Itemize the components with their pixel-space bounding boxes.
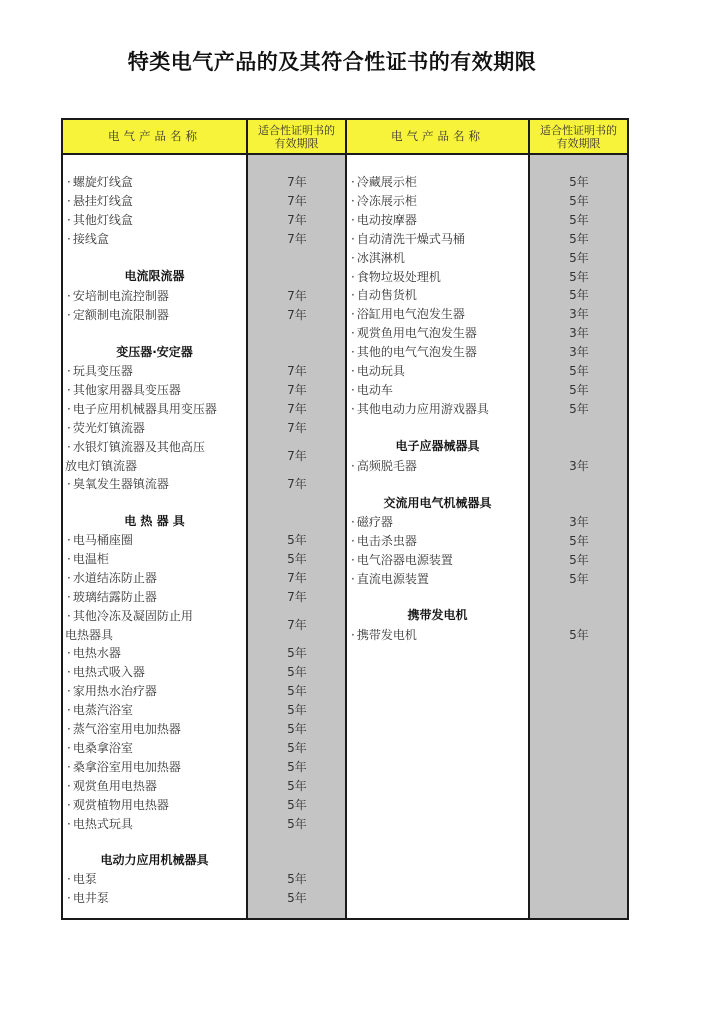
bullet-mark: · [67,533,71,547]
item-period: 7年 [287,618,307,633]
bullet-mark: · [351,269,355,284]
item-name: 其他家用器具变压器 [72,382,181,397]
section-heading: 电流限流器 [124,269,185,283]
table-row-name [351,249,405,266]
item-period: 5年 [569,552,589,567]
bullet-mark: · [351,326,355,341]
table-row-name [67,569,157,586]
bullet-mark: · [67,665,71,680]
bullet-mark: · [67,307,71,322]
bullet-mark: · [351,459,355,473]
item-period: 7年 [287,289,307,303]
table-row-name [351,268,441,285]
item-name-continued: 放电灯镇流器 [65,458,138,473]
item-period: 5年 [287,551,307,566]
item-name: 其他灯线盒 [72,212,133,227]
table-row-name [67,739,133,756]
bullet-mark: · [351,401,355,416]
item-name: 食物垃圾处理机 [356,269,441,284]
table-row-name [67,400,217,417]
item-name: 电泵 [72,872,97,886]
item-period: 5年 [287,740,307,755]
bullet-mark: · [67,175,71,189]
bullet-mark: · [67,703,71,718]
item-name: 磁疗器 [356,515,393,529]
item-name: 其他电动力应用游戏器具 [356,401,489,416]
section-heading: 携带发电机 [407,608,468,622]
bullet-mark: · [67,289,71,303]
item-name: 电动按摩器 [356,212,417,227]
item-name: 蒸气浴室用电加热器 [72,722,181,736]
item-name: 观赏鱼用电气泡发生器 [356,326,477,341]
table-row-name [351,626,417,643]
item-period: 3年 [569,326,589,341]
table-row-name [67,362,133,379]
divider-center [345,120,347,918]
item-name: 水银灯镇流器及其他高压 [72,439,205,454]
bullet-mark: · [67,816,71,831]
bullet-mark: · [351,382,355,397]
item-period: 7年 [287,382,307,397]
bullet-mark: · [351,533,355,548]
item-name: 螺旋灯线盒 [72,175,133,189]
table-row-name [67,663,145,680]
item-name-continued: 电热器具 [65,627,114,642]
item-name: 桑拿浴室用电加热器 [72,759,181,774]
bullet-mark: · [67,890,71,905]
bullet-mark: · [351,307,355,322]
right-period-header-line1: 适合性证明书的 [540,123,617,137]
item-period: 7年 [287,589,307,604]
item-period: 5年 [287,665,307,680]
bullet-mark: · [351,212,355,227]
bullet-mark: · [67,797,71,812]
bullet-mark: · [67,231,71,246]
item-name: 冷冻展示柜 [356,193,417,208]
table-row-name [67,758,181,775]
section-heading: 变压器·安定器 [116,345,193,359]
table-row-name [67,173,133,190]
divider-left-name [246,120,248,918]
table-row-name [351,211,417,228]
table-row-name [351,305,465,322]
bullet-mark: · [67,420,71,435]
bullet-mark: · [67,193,71,208]
item-period: 5年 [569,212,589,227]
item-name: 电动玩具 [356,364,405,378]
bullet-mark: · [351,364,355,378]
bullet-mark: · [67,551,71,566]
bullet-mark: · [351,628,355,642]
item-period: 5年 [287,646,307,661]
table-row-name [67,682,157,699]
bullet-mark: · [351,250,355,265]
item-period: 5年 [287,722,307,736]
bullet-mark: · [351,571,355,586]
bullet-mark: · [67,608,71,623]
left-period-header [248,120,345,153]
table-row-name [67,607,193,624]
item-name: 荧光灯镇流器 [72,420,145,435]
item-period: 5年 [569,382,589,397]
item-period: 5年 [287,778,307,793]
bullet-mark: · [67,212,71,227]
item-name: 悬挂灯线盒 [72,193,133,208]
item-period: 7年 [287,193,307,208]
table-row-name [67,889,109,906]
table-row-name [351,362,405,379]
item-period: 3年 [569,459,589,473]
item-name: 电热水器 [72,646,121,661]
item-period: 5年 [569,571,589,586]
item-name: 电桑拿浴室 [72,740,133,755]
table-row-name [351,173,417,190]
left-period-header-line1: 适合性证明书的 [258,123,335,137]
bullet-mark: · [67,364,71,378]
item-period: 7年 [287,420,307,435]
table-row-name [67,796,169,813]
table-row-name [351,192,417,209]
bullet-mark: · [351,552,355,567]
table-row-name [67,381,181,398]
item-period: 3年 [569,307,589,322]
table-row-name [67,870,97,887]
item-name: 电马桶座圈 [72,533,133,547]
item-name: 玩具变压器 [72,364,133,378]
table-row-name [351,532,417,549]
bullet-mark: · [351,515,355,529]
item-name: 观赏鱼用电热器 [72,778,157,793]
item-name: 电子应用机械器具用变压器 [72,401,217,416]
item-name: 电气浴器电源装置 [356,552,453,567]
table-row-name [67,192,133,209]
item-name: 电井泵 [72,890,109,905]
item-name: 其他冷冻及凝固防止用 [72,608,193,623]
table-row-name [67,588,157,605]
item-name: 浴缸用电气泡发生器 [356,307,465,322]
right-period-header [530,120,627,153]
item-period: 5年 [569,193,589,208]
item-name: 电温柜 [72,551,109,566]
item-name: 家用热水治疗器 [72,684,157,699]
table-row-name [67,777,157,794]
left-name-header: 电气产品名称 [108,129,201,143]
table-row-name [351,457,417,474]
item-period: 5年 [569,288,589,303]
item-period: 7年 [287,401,307,416]
item-name: 臭氧发生器镇流器 [72,477,169,492]
item-period: 7年 [287,364,307,378]
right-period-header-line2: 有效期限 [556,136,601,150]
item-name: 安培制电流控制器 [72,289,169,303]
table-row-name [67,720,181,737]
table-row-name [351,381,393,398]
bullet-mark: · [67,477,71,492]
validity-table [61,118,629,920]
item-name: 直流电源装置 [356,571,429,586]
item-period: 5年 [287,797,307,812]
item-period: 7年 [287,477,307,492]
right-name-header: 电气产品名称 [391,129,484,143]
item-name: 玻璃结露防止器 [72,589,157,604]
item-name: 电动车 [356,382,393,397]
bullet-mark: · [67,382,71,397]
item-period: 5年 [569,250,589,265]
item-period: 7年 [287,570,307,585]
table-row-name [67,306,169,323]
table-row-name [67,815,133,832]
divider-right-name [528,120,530,918]
table-row-name [351,286,417,303]
item-name: 自动清洗干燥式马桶 [356,231,465,246]
item-name: 水道结冻防止器 [72,570,157,585]
bullet-mark: · [67,684,71,699]
bullet-mark: · [351,193,355,208]
bullet-mark: · [67,722,71,736]
item-period: 5年 [569,269,589,284]
table-row-name [351,343,477,360]
table-row-name [67,701,133,718]
item-period: 7年 [287,307,307,322]
bullet-mark: · [67,740,71,755]
item-period: 5年 [287,759,307,774]
bullet-mark: · [67,646,71,661]
section-heading: 交流用电气机械器具 [383,496,492,510]
item-name: 自动售货机 [356,288,417,303]
item-name: 高频脱毛器 [356,459,417,473]
item-period: 5年 [569,231,589,246]
table-row-name [67,550,109,567]
item-period: 5年 [569,401,589,416]
item-period: 3年 [569,515,589,529]
item-name: 携带发电机 [356,628,417,642]
item-period: 5年 [569,364,589,378]
bullet-mark: · [67,589,71,604]
bullet-mark: · [351,175,355,189]
table-row-name [351,570,429,587]
table-row-name [351,513,393,530]
item-name: 电蒸汽浴室 [72,703,133,718]
section-heading: 电子应器械器具 [395,439,480,453]
item-name: 接线盒 [72,231,109,246]
item-name: 冰淇淋机 [356,250,405,265]
item-period: 5年 [287,684,307,699]
bullet-mark: · [67,570,71,585]
item-name: 冷藏展示柜 [356,175,417,189]
item-period: 3年 [569,345,589,360]
table-row-name [67,419,145,436]
item-period: 5年 [569,175,589,189]
item-period: 7年 [287,449,307,464]
item-period: 7年 [287,175,307,189]
section-heading: 电动力应用机械器具 [100,853,209,867]
item-period: 7年 [287,231,307,246]
bullet-mark: · [351,231,355,246]
item-name: 其他的电气气泡发生器 [356,345,477,360]
item-period: 5年 [287,703,307,718]
left-period-header-line2: 有效期限 [274,136,319,150]
item-name: 电热式玩具 [72,816,133,831]
item-period: 5年 [287,533,307,547]
item-name: 电击杀虫器 [356,533,417,548]
bullet-mark: · [67,778,71,793]
table-row-name [67,644,121,661]
table-row-name [67,287,169,304]
bullet-mark: · [351,345,355,360]
bullet-mark: · [67,401,71,416]
item-period: 5年 [287,816,307,831]
page-title: 特类电气产品的及其符合性证书的有效期限 [127,50,537,74]
item-period: 7年 [287,212,307,227]
bullet-mark: · [67,872,71,886]
bullet-mark: · [67,759,71,774]
table-row-name [351,230,465,247]
table-row-name [67,438,205,455]
item-period: 5年 [569,628,589,642]
section-heading: 电 热 器 具 [124,514,185,528]
bullet-mark: · [67,439,71,454]
bullet-mark: · [351,288,355,303]
table-row-name [67,230,109,247]
item-name: 观赏植物用电热器 [72,797,169,812]
item-period: 5年 [569,533,589,548]
table-row-name [67,531,133,548]
table-row-name [67,211,133,228]
item-period: 5年 [287,890,307,905]
item-period: 5年 [287,872,307,886]
item-name: 定额制电流限制器 [72,307,169,322]
table-row-name [67,475,169,492]
table-row-name [351,551,453,568]
table-row-name [351,400,489,417]
table-row-name [351,324,477,341]
item-name: 电热式吸入器 [72,665,145,680]
